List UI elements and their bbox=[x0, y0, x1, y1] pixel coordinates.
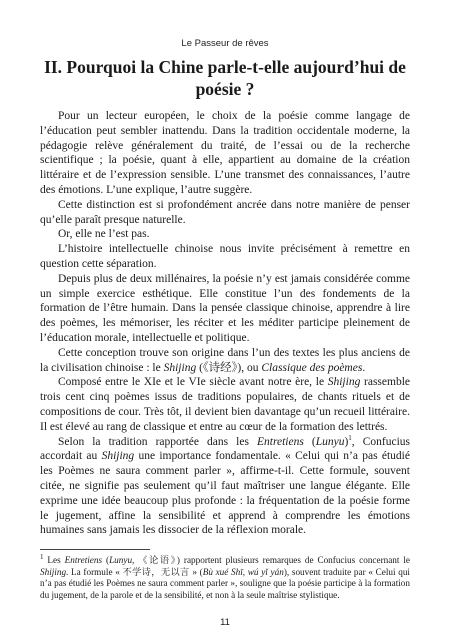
footnote-text-b: ( bbox=[102, 555, 110, 565]
footnote-text-c: , 《论语》) rapportent plusieurs remarques de Confucius concernant le bbox=[132, 555, 411, 565]
chapter-title-line-1: II. Pourquoi la Chine parle-t-elle aujourd’hui de bbox=[44, 57, 406, 77]
entretiens-title: Entretiens bbox=[64, 555, 103, 565]
shijing-title: Shijing bbox=[163, 361, 197, 374]
footnote-text-a: Les bbox=[43, 555, 65, 565]
footnote bbox=[40, 552, 411, 601]
lunyu-title: Lunyu bbox=[109, 555, 133, 565]
paragraph-6-text-c: . bbox=[362, 361, 366, 374]
footnote-divider bbox=[40, 549, 150, 550]
chapter-title bbox=[40, 56, 410, 100]
paragraph-6-text-a: Cette conception trouve son origine dans l’un des textes les plus anciens de la civilisation chinoise : le bbox=[40, 346, 410, 374]
paragraph-8-text-b: ( bbox=[303, 435, 316, 448]
paragraph-7 bbox=[40, 375, 410, 434]
classique-des-poemes-title: Classique des poèmes bbox=[261, 361, 363, 374]
paragraph-8 bbox=[40, 435, 410, 539]
footnote-reference[interactable]: 1 bbox=[348, 433, 352, 442]
shijing-title: Shijing bbox=[40, 566, 67, 577]
paragraph-6 bbox=[40, 346, 410, 376]
paragraph-8-text-e: une importance fondamentale. « Celui qui n’a pas étudié les Poèmes ne saura comment parler », affirme-t-il. Cette formule, souvent citée, ne signifie pas seulement qu’il faut maîtriser une langue élégante. Elle exprime une idée beaucoup plus profonde : la fréquentation de la poésie forme le jugement, affine la sensibilité et apprend à comprendre les émotions humaines sans jamais les dissocier de la réflexion morale. bbox=[40, 450, 410, 537]
entretiens-title: Entretiens bbox=[256, 435, 304, 448]
body-text bbox=[40, 109, 410, 538]
paragraph-3: Or, elle ne l’est pas. bbox=[58, 228, 150, 241]
paragraph-6-text-b: (《诗经》), ou bbox=[196, 361, 262, 374]
paragraph-1: Pour un lecteur européen, le choix de la poésie comme langage de l’éducation peut sembler inattendu. Dans la tradition occidentale moderne, la pédagogie relève généralement du traité, de l’essai ou de la recherche scientifique ; la poésie, quant à elle, appartient au domaine de la création littéraire et de l’expression sensible. L’une transmet des connaissances, l’autre des émotions. L’une explique, l’autre suggère. bbox=[40, 110, 410, 196]
footnote-text-e: ), souvent traduite par « Celui qui n’a pas étudié les Poèmes ne saura comment parler », souligne que la poésie participe à la formation du jugement, de la parole et de la sensibilité, et non à la seule maîtrise stylistique. bbox=[40, 566, 410, 600]
paragraph-2: Cette distinction est si profondément ancrée dans notre manière de penser qu’elle paraît presque naturelle. bbox=[40, 198, 410, 226]
footnote-text-d: . La formule « 不学诗，无以言 » ( bbox=[66, 566, 203, 577]
paragraph-4: L’histoire intellectuelle chinoise nous invite précisément à remettre en question cette séparation. bbox=[40, 243, 410, 270]
page-number: 11 bbox=[220, 617, 230, 628]
lunyu-title: Lunyu bbox=[315, 435, 345, 448]
footnote-text bbox=[40, 552, 411, 601]
pinyin-quote: Bù xué Shī, wú yǐ yán bbox=[202, 566, 284, 577]
shijing-title: Shijing bbox=[327, 376, 361, 389]
shijing-title: Shijing bbox=[101, 450, 135, 463]
paragraph-5: Depuis plus de deux millénaires, la poésie n’y est jamais considérée comme un simple exercice esthétique. Elle constitue l’un des fondements de la formation de l’être humain. Dans la pensée classique chinoise, apprendre à lire des poèmes, les mémoriser, les réciter et les méditer participe pleinement de l’éducation morale, intellectuelle et politique. bbox=[40, 272, 410, 344]
footnote-number: 1 bbox=[40, 552, 44, 561]
paragraph-8-text-d: , Confucius accordait au bbox=[40, 435, 410, 463]
paragraph-8-text-c: ) bbox=[344, 435, 349, 448]
running-head: Le Passeur de rêves bbox=[181, 38, 269, 49]
paragraph-8-text-a: Selon la tradition rapportée dans les bbox=[58, 435, 257, 448]
paragraph-7-text-a: Composé entre le XIe et le VIe siècle avant notre ère, le bbox=[58, 376, 328, 389]
paragraph-7-text-b: rassemble trois cent cinq poèmes issus de traditions populaires, de chants rituels et de compositions de cour. Très tôt, il devient bien davantage qu’un recueil littéraire. Il est élevé au rang de classique et entre au cœur de la formation des lettrés. bbox=[40, 376, 410, 433]
chapter-title-line-2: poésie ? bbox=[195, 79, 255, 99]
